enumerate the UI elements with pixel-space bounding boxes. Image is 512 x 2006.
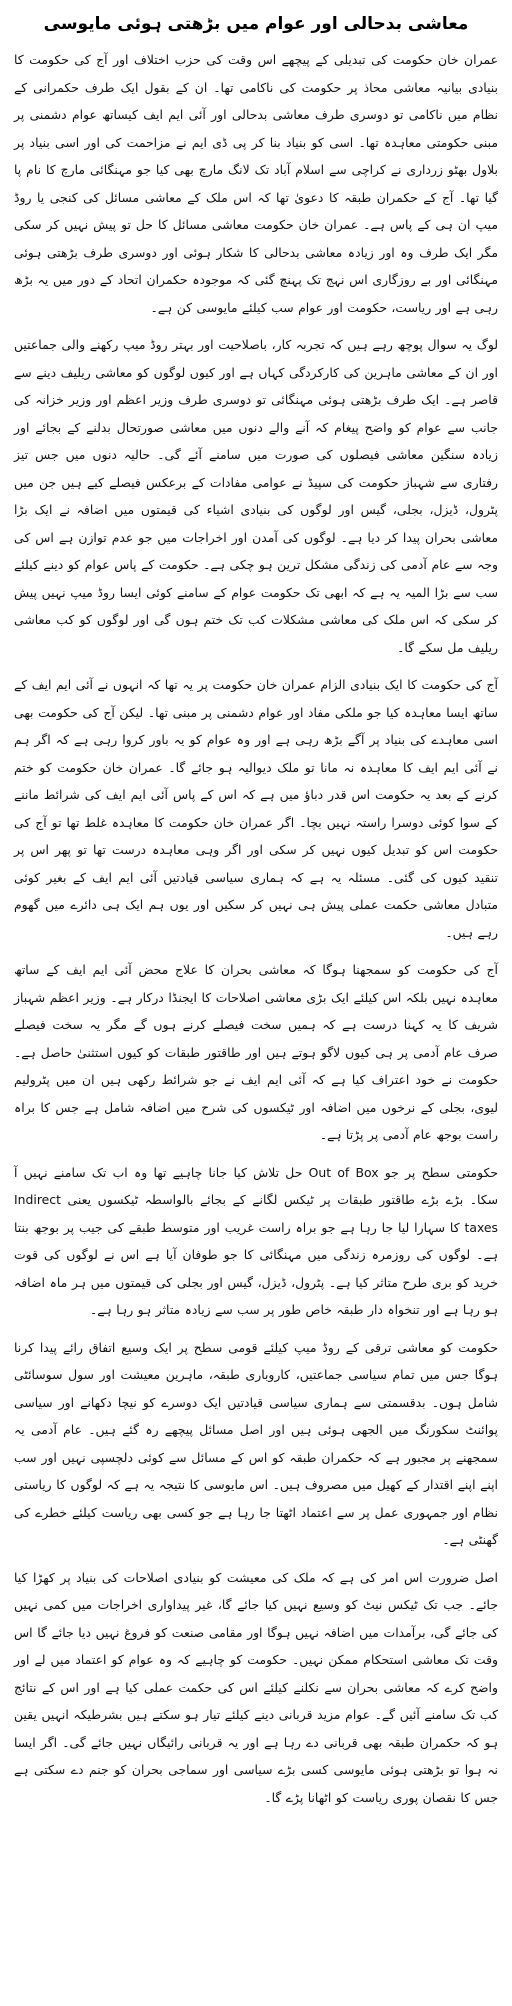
- article-paragraph: آج کی حکومت کا ایک بنیادی الزام عمران خان حکومت پر یہ تھا کہ انہوں نے آئی ایم ایف کے ساتھ ایسا معاہدہ کیا جو ملکی مفاد اور عوام دشمنی پر مبنی تھا۔ لیکن آج کی حکومت بھی اسی معاہدے کی بنیاد پر آگے بڑھ رہی ہے اور وہ عوام کو یہ باور کروا رہی ہے کہ اگر ہم نے آئی ایم ایف کا معاہدہ نہ مانا تو ملک دیوالیہ ہو جائے گا۔ عمران خان حکومت کو ختم کرنے کے بعد یہ حکومت اس قدر دباؤ میں ہے کہ اس کے پاس آئی ایم ایف کی شرائط ماننے کے سوا کوئی دوسرا راستہ نہیں بچا۔ اگر عمران خان حکومت کا معاہدہ غلط تھا تو آج کی حکومت اس کو تبدیل کیوں نہیں کر سکی اور اگر وہی معاہدہ درست تھا تو پھر اس پر تنقید کیوں کی گئی۔ مسئلہ یہ ہے کہ ہماری سیاسی قیادتیں آئی ایم ایف کے بغیر کوئی متبادل معاشی حکمت عملی پیش ہی نہیں کر سکیں اور یوں ہم ایک ہی دائرے میں گھوم رہے ہیں۔: [14, 677, 498, 940]
- article-paragraph: حکومتی سطح پر جو Out of Box حل تلاش کیا جانا چاہیے تھا وہ اب تک سامنے نہیں آ سکا۔ بڑے بڑے طاقتور طبقات پر ٹیکس لگانے کے بجائے بالواسطہ ٹیکسوں یعنی Indirect taxes کا سہارا لیا جا رہا ہے جو براہ راست غریب اور متوسط طبقے کی جیب پر بوجھ بنتا ہے۔ لوگوں کی روزمرہ زندگی میں مہنگائی کا جو طوفان آیا ہے اس نے لوگوں کی قوت خرید کو بری طرح متاثر کیا ہے۔ پٹرول، ڈیزل، گیس اور بجلی کی قیمتوں میں ہر ماہ اضافہ ہو رہا ہے اور تنخواہ دار طبقہ خاص طور پر سب سے زیادہ متاثر ہو رہا ہے۔: [14, 1164, 498, 1317]
- article-paragraph: حکومت کو معاشی ترقی کے روڈ میپ کیلئے قومی سطح پر ایک وسیع اتفاق رائے پیدا کرنا ہوگا جس میں تمام سیاسی جماعتیں، کاروباری طبقہ، ماہرین معیشت اور سول سوسائٹی شامل ہوں۔ بدقسمتی سے ہماری سیاسی قیادتیں ایک دوسرے کو نیچا دکھانے اور سیاسی پوائنٹ سکورنگ میں الجھی ہوئی ہیں اور اصل مسائل پیچھے رہ گئے ہیں۔ عام آدمی یہ سمجھنے پر مجبور ہے کہ حکمران طبقہ کو اس کے مسائل سے کوئی دلچسپی نہیں اور سب اپنے اپنے اقتدار کے کھیل میں مصروف ہیں۔ اس مایوسی کا نتیجہ یہ ہے کہ لوگوں کا ریاستی نظام اور جمہوری عمل پر سے اعتماد اٹھتا جا رہا ہے جو کسی بھی ریاست کیلئے خطرے کی گھنٹی ہے۔: [14, 1339, 498, 1547]
- article-paragraph: آج کی حکومت کو سمجھنا ہوگا کہ معاشی بحران کا علاج محض آئی ایم ایف کے ساتھ معاہدہ نہیں بلکہ اس کیلئے ایک بڑی معاشی اصلاحات کا ایجنڈا درکار ہے۔ وزیر اعظم شہباز شریف کا یہ کہنا درست ہے کہ ہمیں سخت فیصلے کرنے ہوں گے مگر یہ سخت فیصلے صرف عام آدمی پر ہی کیوں لاگو ہوتے ہیں اور طاقتور طبقات کو کیوں استثنیٰ حاصل ہے۔ حکومت نے خود اعتراف کیا ہے کہ آئی ایم ایف نے جو شرائط رکھی ہیں ان میں پٹرولیم لیوی، بجلی کے نرخوں میں اضافہ اور ٹیکسوں کی شرح میں اضافہ شامل ہے جس کا براہ راست بوجھ عام آدمی پر پڑتا ہے۔: [14, 962, 498, 1142]
- article-paragraph: لوگ یہ سوال پوچھ رہے ہیں کہ تجربہ کار، باصلاحیت اور بہتر روڈ میپ رکھنے والی جماعتیں اور ان کے معاشی ماہرین کی کارکردگی کہاں ہے اور کیوں لوگوں کو معاشی ریلیف دینے سے قاصر ہے۔ ایک طرف بڑھتی ہوئی مہنگائی تو دوسری طرف وزیر اعظم اور وزیر خزانہ کی جانب سے عوام کو واضح پیغام کہ آنے والے دنوں میں معاشی صورتحال بدلنے کے بجائے اور زیادہ سنگین معاشی فیصلوں کی صورت میں سامنے آئے گی۔ حالیہ دنوں میں جس تیز رفتاری سے شہباز حکومت کی سپیڈ نے عوامی مفادات کے برعکس فیصلے کیے ہیں جن میں پٹرول، ڈیزل، بجلی، گیس اور لوگوں کی بنیادی اشیاء کی قیمتوں میں اضافہ نے ایک بڑا معاشی بحران پیدا کر دیا ہے۔ لوگوں کی آمدن اور اخراجات میں جو عدم توازن ہے اس کی وجہ سے عام آدمی کی زندگی مشکل ترین ہو چکی ہے۔ حکومت کے پاس عوام کو دینے کیلئے سب سے بڑا المیہ یہ ہے کہ ابھی تک حکومت عوام کے سامنے کوئی ایسا روڈ میپ نہیں پیش کر سکی کہ اس ملک کی معاشی مشکلات کب تک ختم ہوں گی اور لوگوں کو کب معاشی ریلیف مل سکے گا۔: [14, 337, 498, 655]
- article-paragraph: عمران خان حکومت کی تبدیلی کے پیچھے اس وقت کی حزب اختلاف اور آج کی حکومت کا بنیادی بیانیہ معاشی محاذ پر حکومت کی ناکامی تھا۔ ان کے بقول ایک طرف حکمرانی کے نظام میں ناکامی تو دوسری طرف معاشی بدحالی اور آئی ایم ایف کیساتھ عوام دشمنی پر مبنی حکومتی معاہدہ تھا۔ اسی کو بنیاد بنا کر پی ڈی ایم نے مزاحمت کی اور اسی بنیاد پر بلاول بھٹو زرداری نے کراچی سے اسلام آباد تک لانگ مارچ بھی کیا جو مہنگائی مارچ کا نام پا گیا تھا۔ آج کے حکمران طبقہ کا دعویٰ تھا کہ اس ملک کے معاشی مسائل کی کنجی یا روڈ میپ ان ہی کے پاس ہے۔ عمران خان حکومت معاشی مسائل کا حل تو پیش نہیں کر سکی مگر ایک طرف وہ اور زیادہ معاشی بدحالی کا شکار ہوئی اور دوسری طرف بڑھتی ہوئی مہنگائی اور بے روزگاری اس نہج تک پہنچ گئی کہ موجودہ حکمران اتحاد کے دور میں یہ بڑھ رہی ہے اور ریاست، حکومت اور عوام سب کیلئے مایوسی کن ہے۔: [14, 52, 498, 315]
- article-headline: معاشی بدحالی اور عوام میں بڑھتی ہوئی مایوسی: [43, 14, 469, 34]
- article-paragraph: اصل ضرورت اس امر کی ہے کہ ملک کی معیشت کو بنیادی اصلاحات کی بنیاد پر کھڑا کیا جائے۔ جب تک ٹیکس نیٹ کو وسیع نہیں کیا جائے گا، غیر پیداواری اخراجات میں کمی نہیں کی جائے گی، برآمدات میں اضافہ نہیں ہوگا اور مقامی صنعت کو فروغ نہیں دیا جائے گا اس وقت تک معاشی استحکام ممکن نہیں۔ حکومت کو چاہیے کہ وہ عوام کو اعتماد میں لے اور واضح کرے کہ معاشی بحران سے نکلنے کیلئے اس کی حکمت عملی کیا ہے اور اس کے نتائج کب تک سامنے آئیں گے۔ عوام مزید قربانی دینے کیلئے تیار ہو سکتے ہیں بشرطیکہ انہیں یقین ہو کہ حکمران طبقہ بھی قربانی دے رہا ہے اور یہ قربانی رائیگاں نہیں جائے گی۔ اگر ایسا نہ ہوا تو بڑھتی ہوئی مایوسی کسی بڑے سیاسی اور سماجی بحران کو جنم دے سکتی ہے جس کا نقصان پوری ریاست کو اٹھانا پڑے گا۔: [14, 1569, 498, 1805]
- article-body: [14, 46, 498, 1811]
